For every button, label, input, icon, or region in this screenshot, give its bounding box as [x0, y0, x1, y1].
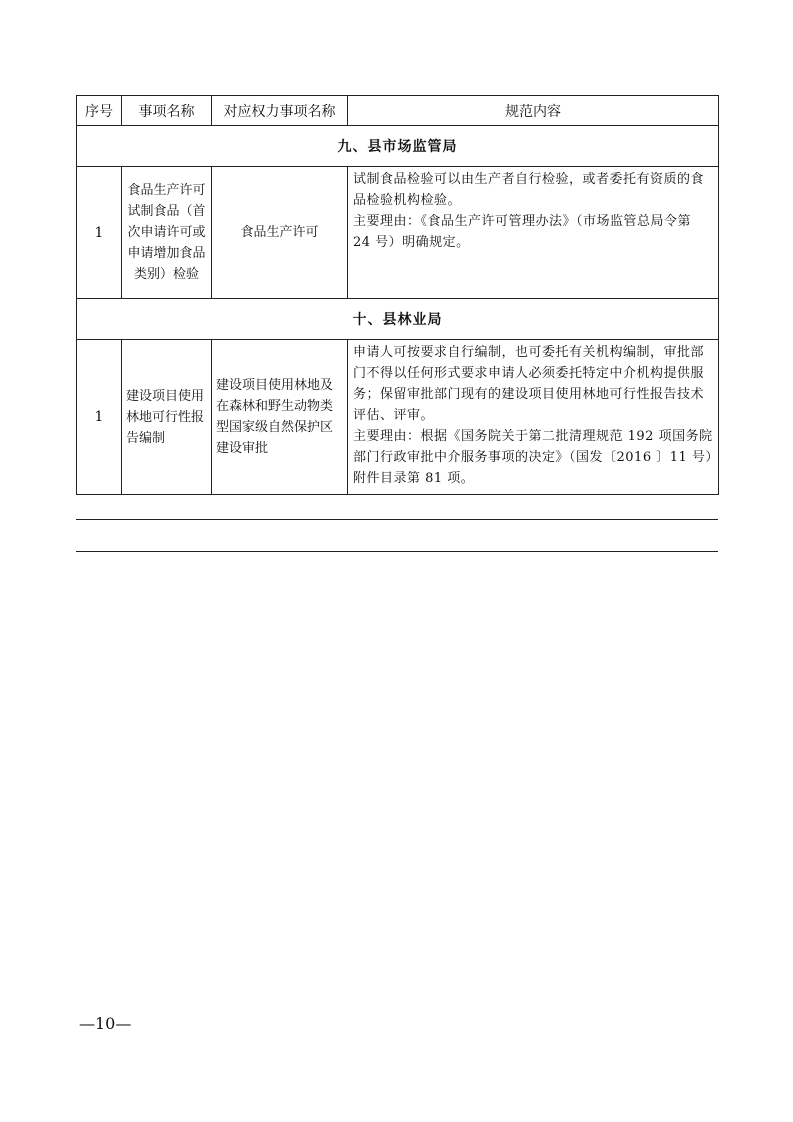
row-content	[348, 167, 719, 299]
section-row-market	[77, 126, 719, 167]
row-index: 1	[77, 340, 122, 495]
table-row	[77, 167, 719, 299]
content-reason: 主要理由：根据《国务院关于第二批清理规范 192 项国务院部门行政审批中介服务事项的决定》（国发〔2016 〕11 号）附件目录第 81 项。	[353, 429, 713, 486]
header-content: 规范内容	[348, 96, 719, 126]
page-number: —10—	[79, 1014, 132, 1033]
header-index: 序号	[77, 96, 122, 126]
table-row	[77, 340, 719, 495]
header-authority-name: 对应权力事项名称	[212, 96, 348, 126]
row-authority-name: 建设项目使用林地及在森林和野生动物类型国家级自然保护区建设审批	[212, 340, 348, 495]
row-index: 1	[77, 167, 122, 299]
row-item-name: 建设项目使用林地可行性报告编制	[122, 340, 212, 495]
content-paragraph: 试制食品检验可以由生产者自行检验，或者委托有资质的食品检验机构检验。	[353, 172, 705, 208]
regulation-table	[76, 95, 719, 495]
table-header-row	[77, 96, 719, 126]
section-row-forestry	[77, 299, 719, 340]
content-paragraph: 申请人可按要求自行编制，也可委托有关机构编制，审批部门不得以任何形式要求申请人必须委托特定中介机构提供服务；保留审批部门现有的建设项目使用林地可行性报告技术评估、评审。	[353, 345, 705, 423]
divider-line-top	[76, 519, 718, 520]
content-reason: 主要理由：《食品生产许可管理办法》（市场监管总局令第 24 号）明确规定。	[353, 214, 692, 250]
divider-line-bottom	[76, 551, 718, 552]
row-item-name: 食品生产许可试制食品（首次申请许可或申请增加食品类别）检验	[122, 167, 212, 299]
row-authority-name: 食品生产许可	[212, 167, 348, 299]
section-title: 十、县林业局	[77, 299, 719, 340]
row-content	[348, 340, 719, 495]
header-item-name: 事项名称	[122, 96, 212, 126]
section-title: 九、县市场监管局	[77, 126, 719, 167]
